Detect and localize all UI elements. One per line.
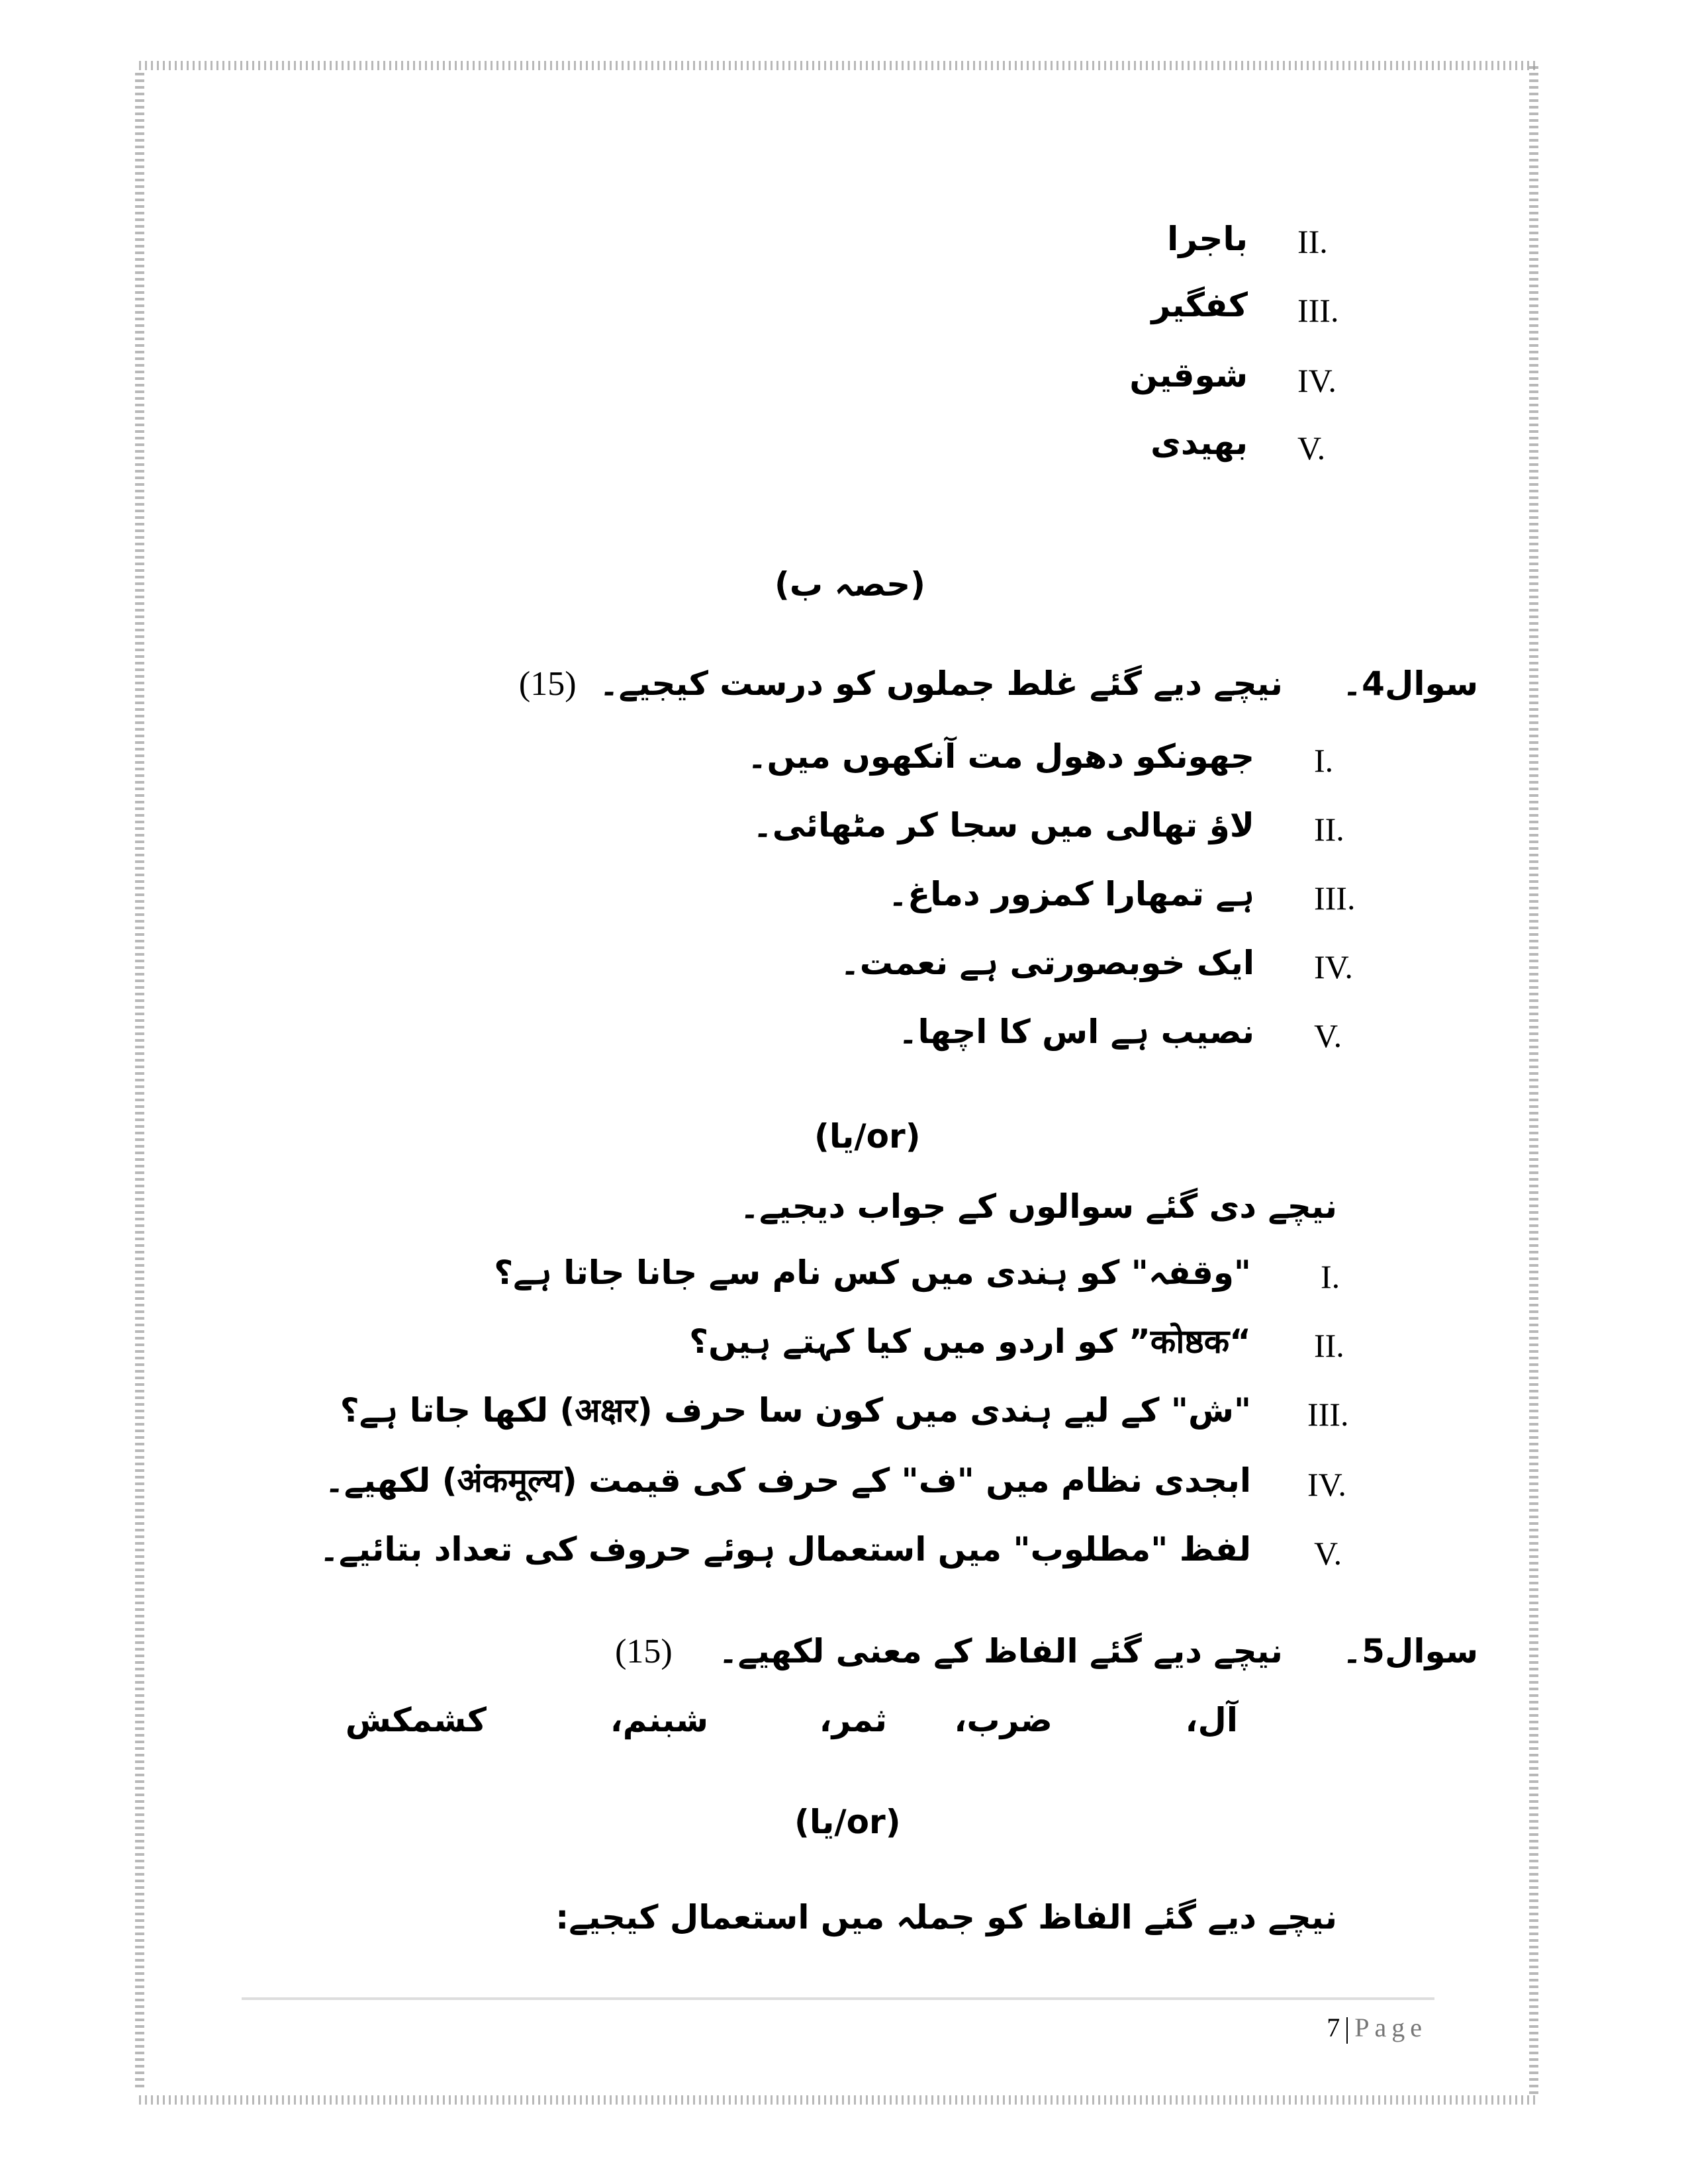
footer-divider xyxy=(242,1997,1434,2000)
list-number: IV. xyxy=(1307,1466,1346,1503)
list-item: کفگیر xyxy=(1151,286,1248,324)
list-number: V. xyxy=(1314,1535,1342,1572)
page-border-left xyxy=(135,73,144,2091)
or-separator: (or/یا) xyxy=(814,1117,921,1156)
marks: (15) xyxy=(615,1633,673,1670)
page-border-top xyxy=(139,61,1536,70)
list-number: V. xyxy=(1297,430,1326,467)
list-number: I. xyxy=(1314,742,1334,779)
question-4-label: سوال4۔ xyxy=(1342,664,1478,703)
list-item: "وقفہ" کو ہندی میں کس نام سے جانا جاتا ہے؟ xyxy=(494,1253,1251,1292)
list-number: III. xyxy=(1297,292,1339,329)
list-number: II. xyxy=(1314,811,1344,848)
word-item: ضرب، xyxy=(954,1701,1053,1739)
list-item: لفظ "مطلوب" میں استعمال ہوئے حروف کی تعداد بتائیے۔ xyxy=(319,1530,1251,1569)
marks: (15) xyxy=(518,665,577,703)
list-item: بھیدی xyxy=(1150,424,1248,462)
word-item: کشمکش xyxy=(345,1701,487,1739)
list-item: شوقین xyxy=(1129,356,1248,394)
question-5-instruction: نیچے دیے گئے الفاظ کے معنی لکھیے۔ xyxy=(718,1632,1283,1670)
page-footer xyxy=(1327,2012,1427,2044)
list-item: نصیب ہے اس کا اچھا۔ xyxy=(898,1013,1254,1051)
list-item: "ش" کے لیے ہندی میں کون سا حرف (अक्षर) لکھا جاتا ہے؟ xyxy=(340,1391,1251,1430)
list-number: I. xyxy=(1321,1258,1340,1295)
footer-separator xyxy=(1346,2017,1348,2044)
word-item: شبنم، xyxy=(610,1701,708,1739)
question-4-instruction: نیچے دیے گئے غلط جملوں کو درست کیجیے۔ xyxy=(599,664,1283,703)
page-word: Page xyxy=(1354,2013,1427,2042)
list-number: II. xyxy=(1314,1327,1344,1364)
list-item: ہے تمھارا کمزور دماغ۔ xyxy=(888,875,1254,913)
question-5-header xyxy=(615,1632,1478,1670)
list-item: ایک خوبصورتی ہے نعمت۔ xyxy=(840,944,1254,982)
page-border-bottom xyxy=(139,2095,1536,2105)
list-number: IV. xyxy=(1297,362,1336,399)
list-item: جھونکو دھول مت آنکھوں میں۔ xyxy=(747,737,1254,776)
list-number: III. xyxy=(1314,880,1356,917)
section-heading: (حصہ ب) xyxy=(774,565,925,604)
list-number: V. xyxy=(1314,1017,1342,1054)
list-item: باجرا xyxy=(1167,220,1248,258)
list-item: لاؤ تھالی میں سجا کر مٹھائی۔ xyxy=(753,806,1254,844)
alt-instruction: نیچے دیے گئے الفاظ کو جملہ میں استعمال کیجیے: xyxy=(555,1898,1337,1936)
word-item: ثمر، xyxy=(819,1701,887,1739)
list-item: “कोष्ठक” کو اردو میں کیا کہتے ہیں؟ xyxy=(689,1322,1251,1361)
word-item: آل، xyxy=(1185,1701,1238,1739)
question-5-label: سوال5۔ xyxy=(1342,1632,1478,1670)
page-number: 7 xyxy=(1327,2013,1340,2042)
page-border-right xyxy=(1529,66,1538,2098)
alt-instruction: نیچے دی گئے سوالوں کے جواب دیجیے۔ xyxy=(739,1187,1337,1226)
list-number: II. xyxy=(1297,223,1328,260)
question-4-header xyxy=(518,664,1478,703)
or-separator: (or/یا) xyxy=(794,1803,901,1841)
list-number: III. xyxy=(1307,1396,1349,1433)
list-number: IV. xyxy=(1314,948,1353,985)
list-item: ابجدی نظام میں "ف" کے حرف کی قیمت (अंकमूल्य) لکھیے۔ xyxy=(324,1461,1251,1500)
